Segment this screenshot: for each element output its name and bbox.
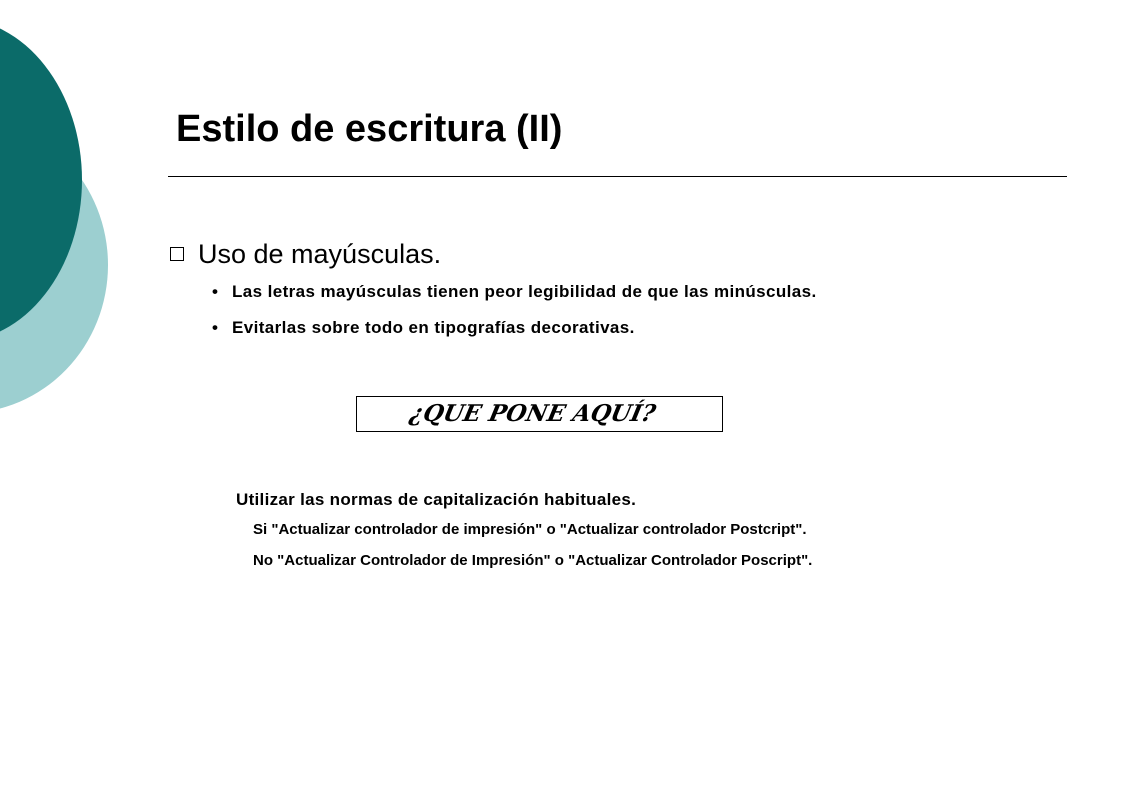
main-point-text: Uso de mayúsculas. [198,239,442,269]
subpoint-decorative-fonts [212,316,635,340]
subpoint-legibility [212,280,817,304]
decorative-font-example-text: ¿QUE PONE AQUÍ? [407,400,659,427]
decorative-teal-circles [0,0,140,430]
capitalization-heading: Utilizar las normas de capitalización habituales. [236,490,637,509]
main-point [170,236,441,272]
square-bullet-icon [170,247,184,261]
capitalization-example-correct: Si "Actualizar controlador de impresión" o "Actualizar controlador Postcript". [253,521,807,538]
decorative-font-example-box [356,396,723,432]
slide-title: Estilo de escritura (II) [176,108,563,150]
capitalization-example-incorrect: No "Actualizar Controlador de Impresión" o "Actualizar Controlador Poscript". [253,552,813,569]
subpoint-text: Evitarlas sobre todo en tipografías decorativas. [232,318,635,337]
subpoint-text: Las letras mayúsculas tienen peor legibilidad de que las minúsculas. [232,282,817,301]
bullet-icon: • [212,282,219,301]
title-divider [168,176,1067,177]
bullet-icon: • [212,318,219,337]
